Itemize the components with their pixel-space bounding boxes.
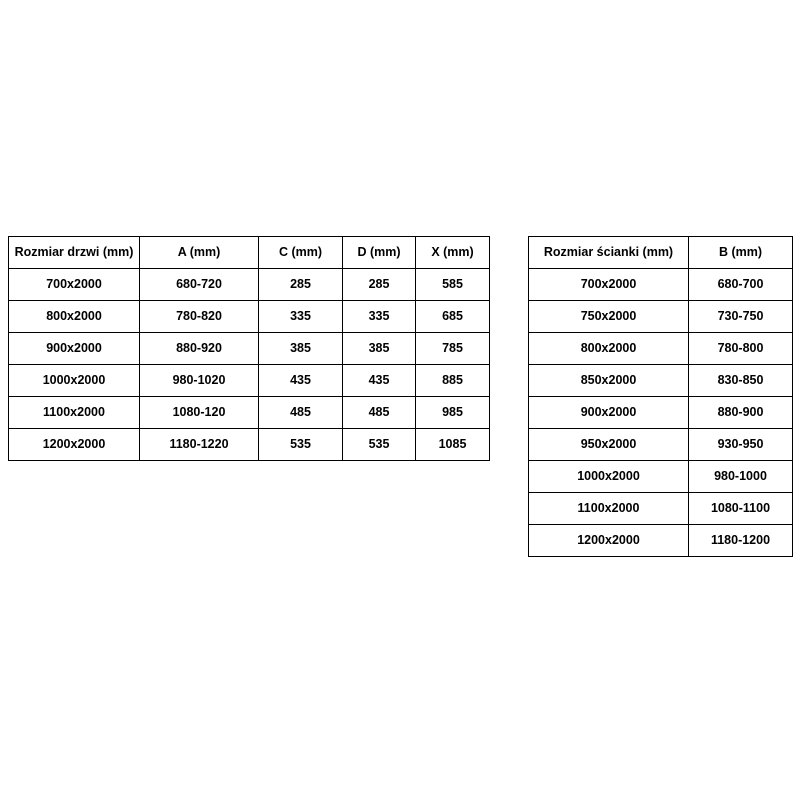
cell-b: 930-950 (689, 429, 793, 461)
cell-wall-size: 950x2000 (529, 429, 689, 461)
column-header-b: B (mm) (689, 237, 793, 269)
door-size-table (8, 236, 490, 461)
cell-door-size: 1200x2000 (9, 429, 140, 461)
column-header-d: D (mm) (343, 237, 416, 269)
cell-c: 535 (259, 429, 343, 461)
cell-door-size: 900x2000 (9, 333, 140, 365)
cell-a: 980-1020 (140, 365, 259, 397)
cell-b: 830-850 (689, 365, 793, 397)
table-row (529, 301, 793, 333)
table-row (529, 461, 793, 493)
wall-size-table (528, 236, 793, 557)
cell-a: 1180-1220 (140, 429, 259, 461)
cell-x: 885 (416, 365, 490, 397)
table-row (9, 333, 490, 365)
cell-c: 385 (259, 333, 343, 365)
table-row (9, 365, 490, 397)
cell-b: 980-1000 (689, 461, 793, 493)
column-header-a: A (mm) (140, 237, 259, 269)
cell-x: 685 (416, 301, 490, 333)
cell-x: 785 (416, 333, 490, 365)
table-header-row (529, 237, 793, 269)
cell-c: 285 (259, 269, 343, 301)
table-row (529, 365, 793, 397)
cell-b: 730-750 (689, 301, 793, 333)
cell-x: 585 (416, 269, 490, 301)
cell-door-size: 700x2000 (9, 269, 140, 301)
cell-d: 535 (343, 429, 416, 461)
cell-d: 385 (343, 333, 416, 365)
cell-b: 1080-1100 (689, 493, 793, 525)
cell-wall-size: 1100x2000 (529, 493, 689, 525)
cell-b: 780-800 (689, 333, 793, 365)
table-row (9, 301, 490, 333)
cell-d: 485 (343, 397, 416, 429)
table-header-row (9, 237, 490, 269)
table-row (9, 429, 490, 461)
cell-wall-size: 1200x2000 (529, 525, 689, 557)
cell-d: 335 (343, 301, 416, 333)
column-header-c: C (mm) (259, 237, 343, 269)
cell-x: 985 (416, 397, 490, 429)
cell-x: 1085 (416, 429, 490, 461)
cell-d: 285 (343, 269, 416, 301)
cell-c: 435 (259, 365, 343, 397)
cell-door-size: 1100x2000 (9, 397, 140, 429)
cell-wall-size: 800x2000 (529, 333, 689, 365)
cell-wall-size: 750x2000 (529, 301, 689, 333)
cell-c: 485 (259, 397, 343, 429)
cell-wall-size: 900x2000 (529, 397, 689, 429)
cell-wall-size: 850x2000 (529, 365, 689, 397)
cell-wall-size: 700x2000 (529, 269, 689, 301)
table-row (9, 269, 490, 301)
cell-b: 880-900 (689, 397, 793, 429)
cell-a: 680-720 (140, 269, 259, 301)
table-row (529, 525, 793, 557)
cell-door-size: 800x2000 (9, 301, 140, 333)
cell-wall-size: 1000x2000 (529, 461, 689, 493)
cell-b: 1180-1200 (689, 525, 793, 557)
column-header-x: X (mm) (416, 237, 490, 269)
cell-a: 1080-120 (140, 397, 259, 429)
cell-a: 780-820 (140, 301, 259, 333)
cell-c: 335 (259, 301, 343, 333)
table-row (529, 397, 793, 429)
cell-d: 435 (343, 365, 416, 397)
column-header-door-size: Rozmiar drzwi (mm) (9, 237, 140, 269)
table-row (529, 269, 793, 301)
table-row (529, 429, 793, 461)
cell-door-size: 1000x2000 (9, 365, 140, 397)
column-header-wall-size: Rozmiar ścianki (mm) (529, 237, 689, 269)
cell-b: 680-700 (689, 269, 793, 301)
table-row (529, 333, 793, 365)
cell-a: 880-920 (140, 333, 259, 365)
table-row (9, 397, 490, 429)
table-row (529, 493, 793, 525)
